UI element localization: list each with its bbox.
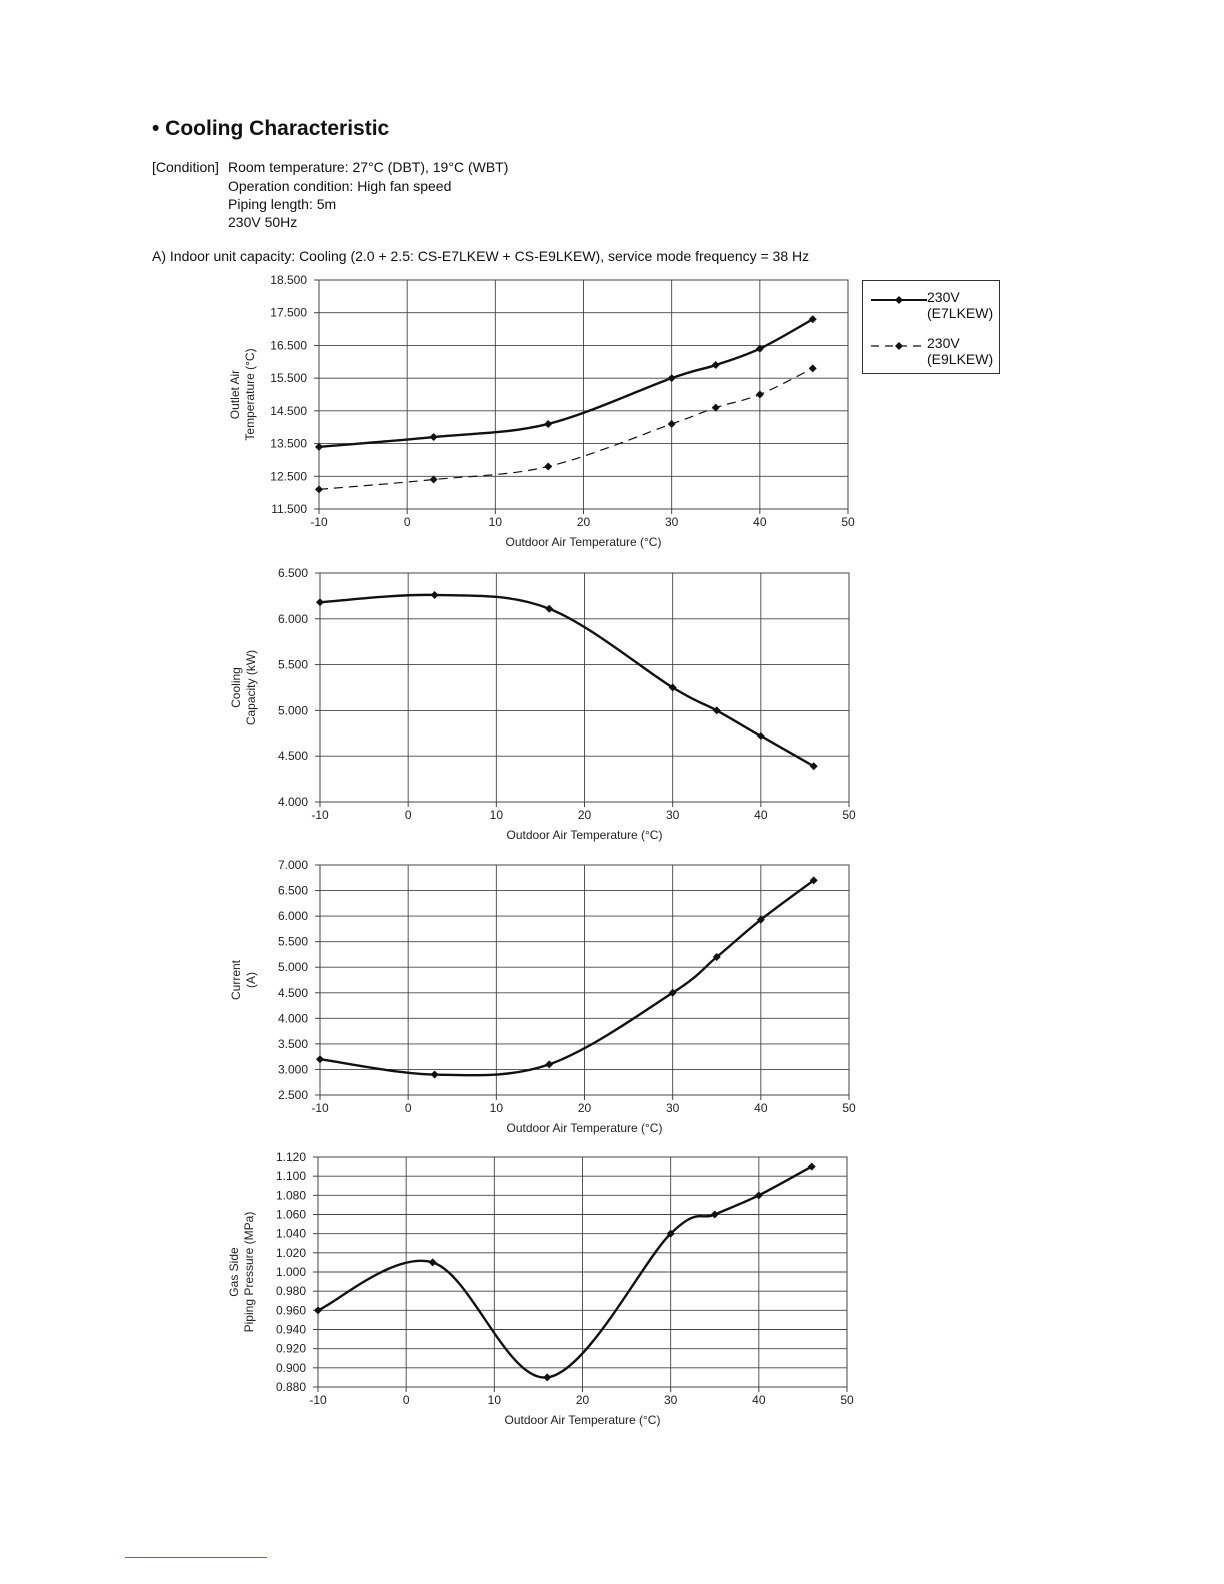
x-tick-label: 0 <box>402 1393 410 1407</box>
footer-rule <box>125 1557 267 1558</box>
y-tick-label: 0.980 <box>275 1284 306 1299</box>
condition-line: Operation condition: High fan speed <box>228 178 452 194</box>
y-axis-label: (A) <box>244 972 258 988</box>
x-tick-label: 40 <box>752 1393 766 1407</box>
legend-label-line1: 230V <box>927 335 960 351</box>
x-tick-label: 0 <box>404 1101 412 1115</box>
legend-label-line2: (E7LKEW) <box>927 305 994 321</box>
cooling-capacity-chart <box>0 563 1224 848</box>
y-tick-label: 14.500 <box>270 403 307 418</box>
current-chart <box>0 855 1224 1140</box>
condition-line: Piping length: 5m <box>228 196 337 212</box>
x-tick-label: 0 <box>404 808 412 822</box>
chart-caption: A) Indoor unit capacity: Cooling (2.0 + 2.5: CS-E7LKEW + CS-E9LKEW), service mode frequency = 38 Hz <box>152 248 810 264</box>
x-tick-label: -10 <box>309 1393 327 1407</box>
outlet-air-temperature-chart <box>0 270 1224 555</box>
x-tick-label: -10 <box>311 808 329 822</box>
y-tick-label: 4.500 <box>277 985 308 1000</box>
x-tick-label: 0 <box>403 515 411 529</box>
chart-legend <box>862 280 1000 374</box>
x-tick-label: 10 <box>487 1393 502 1407</box>
y-tick-label: 1.040 <box>275 1226 306 1241</box>
condition-line: Room temperature: 27°C (DBT), 19°C (WBT) <box>228 159 509 175</box>
x-tick-label: 10 <box>489 808 504 822</box>
x-tick-label: 40 <box>754 1101 768 1115</box>
y-tick-label: 6.000 <box>277 611 308 626</box>
x-tick-label: 20 <box>577 1101 592 1115</box>
y-axis-label: Piping Pressure (MPa) <box>242 1211 256 1333</box>
y-tick-label: 15.500 <box>270 371 307 386</box>
y-axis-label: Current <box>229 959 243 1001</box>
y-tick-label: 1.020 <box>275 1245 306 1260</box>
x-tick-label: 30 <box>663 1393 678 1407</box>
x-tick-label: 20 <box>577 808 592 822</box>
y-axis-label: Cooling <box>229 667 243 708</box>
x-tick-label: 50 <box>842 808 856 822</box>
legend-item-e7lkew <box>863 289 999 329</box>
y-tick-label: 0.920 <box>275 1341 306 1356</box>
x-axis-label: Outdoor Air Temperature (°C) <box>506 1121 663 1135</box>
legend-dashed-line-icon <box>871 340 927 352</box>
y-axis-label: Outlet Air <box>228 369 242 420</box>
y-tick-label: 0.900 <box>275 1360 306 1375</box>
y-tick-label: 1.000 <box>275 1265 306 1279</box>
x-tick-label: 40 <box>754 808 768 822</box>
x-axis-label: Outdoor Air Temperature (°C) <box>506 828 663 842</box>
y-tick-label: 3.000 <box>277 1062 308 1077</box>
x-axis-label: Outdoor Air Temperature (°C) <box>504 1413 661 1427</box>
legend-solid-line-icon <box>871 294 927 306</box>
x-tick-label: 20 <box>575 1393 590 1407</box>
legend-label-line2: (E9LKEW) <box>927 351 994 367</box>
y-tick-label: 0.880 <box>275 1380 306 1394</box>
x-tick-label: 30 <box>665 1101 680 1115</box>
x-tick-label: 30 <box>665 808 680 822</box>
y-tick-label: 1.060 <box>275 1207 306 1222</box>
condition-prefix: [Condition] <box>152 159 219 175</box>
x-tick-label: 10 <box>489 1101 504 1115</box>
y-tick-label: 3.500 <box>277 1036 308 1051</box>
y-tick-label: 0.960 <box>275 1303 306 1318</box>
y-tick-label: 6.500 <box>277 883 308 898</box>
x-tick-label: 20 <box>576 515 591 529</box>
y-tick-label: 12.500 <box>270 469 307 484</box>
y-tick-label: 6.500 <box>277 566 308 580</box>
x-tick-label: 50 <box>842 1101 856 1115</box>
y-tick-label: 5.000 <box>277 703 308 718</box>
y-tick-label: 4.500 <box>277 749 308 764</box>
x-tick-label: -10 <box>311 1101 329 1115</box>
page-heading: • Cooling Characteristic <box>152 117 390 140</box>
y-tick-label: 1.100 <box>275 1169 306 1184</box>
x-tick-label: 10 <box>488 515 503 529</box>
y-tick-label: 0.940 <box>275 1322 306 1337</box>
x-tick-label: 50 <box>841 515 855 529</box>
condition-line: 230V 50Hz <box>228 214 298 230</box>
y-axis-label: Gas Side <box>227 1247 241 1297</box>
x-tick-label: 30 <box>664 515 679 529</box>
y-tick-label: 7.000 <box>277 858 308 872</box>
y-axis-label: Temperature (°C) <box>243 348 257 441</box>
gas-side-piping-pressure-chart <box>0 1147 1224 1437</box>
y-tick-label: 13.500 <box>270 436 307 451</box>
legend-item-e9lkew <box>863 335 999 375</box>
y-tick-label: 4.000 <box>277 1011 308 1026</box>
y-tick-label: 1.080 <box>275 1188 306 1203</box>
y-tick-label: 2.500 <box>277 1088 308 1102</box>
x-tick-label: 40 <box>753 515 767 529</box>
y-tick-label: 4.000 <box>277 795 308 809</box>
x-tick-label: 50 <box>840 1393 854 1407</box>
y-tick-label: 6.000 <box>277 909 308 924</box>
y-axis-label: Capacity (kW) <box>244 649 258 726</box>
y-tick-label: 11.500 <box>271 502 307 516</box>
y-tick-label: 18.500 <box>270 273 307 287</box>
x-tick-label: -10 <box>310 515 328 529</box>
legend-label-line1: 230V <box>927 289 960 305</box>
y-tick-label: 5.500 <box>277 934 308 949</box>
y-tick-label: 1.120 <box>275 1150 306 1164</box>
y-tick-label: 5.000 <box>277 960 308 975</box>
y-tick-label: 16.500 <box>270 338 307 353</box>
y-tick-label: 17.500 <box>270 305 307 320</box>
y-tick-label: 5.500 <box>277 657 308 672</box>
x-axis-label: Outdoor Air Temperature (°C) <box>505 535 662 549</box>
